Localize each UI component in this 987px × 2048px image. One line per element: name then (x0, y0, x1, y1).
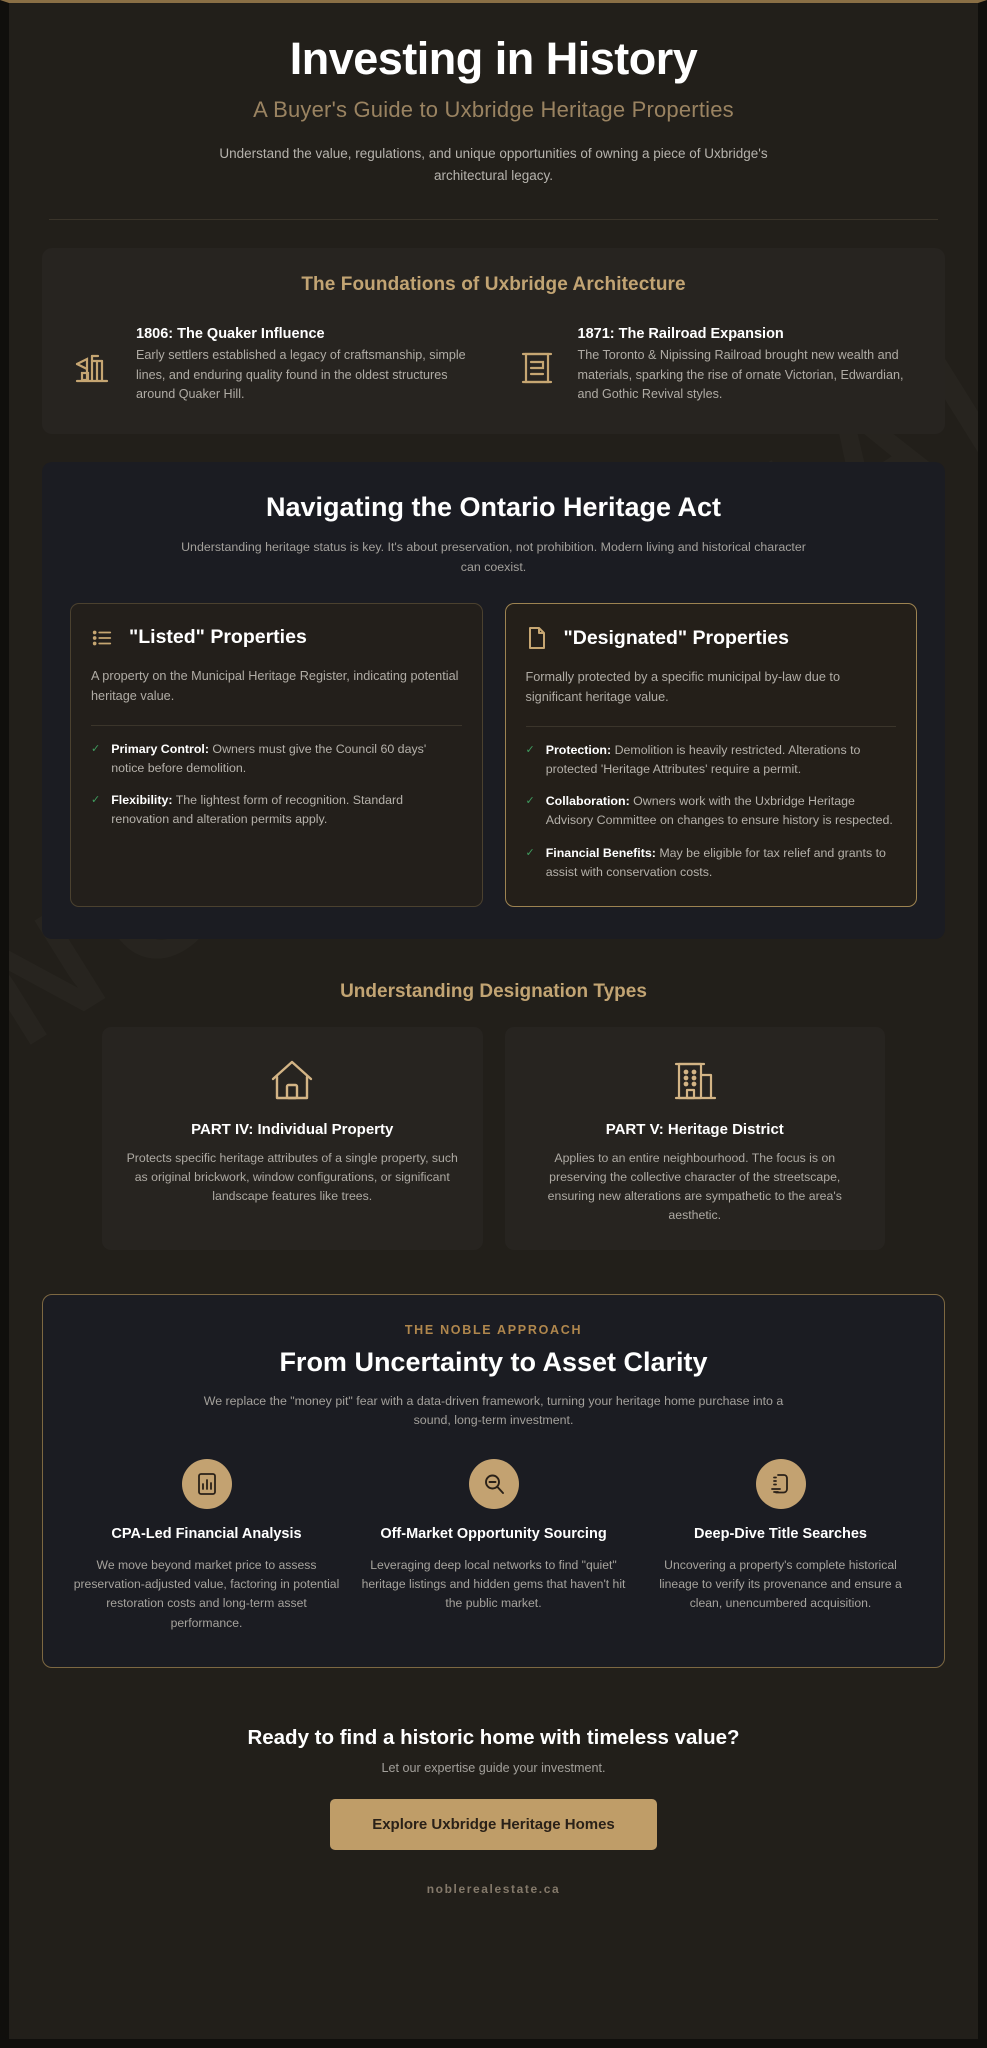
check-icon: ✓ (91, 794, 101, 807)
bullet-text: Demolition is heavily restricted. Alterations to protected 'Heritage Attributes' require a permit. (545, 742, 861, 776)
fact-heading: 1806: The Quaker Influence (136, 326, 325, 343)
designation-types-title: Understanding Designation Types (340, 980, 647, 1002)
document-icon (526, 626, 548, 650)
pillar-off-market-sourcing (360, 1459, 627, 1633)
designated-bullet-list (526, 741, 897, 882)
bullet-label: Flexibility: (111, 793, 173, 808)
bullet-label: Collaboration: (545, 794, 630, 809)
noble-title: From Uncertainty to Asset Clarity (279, 1346, 708, 1377)
cta-subtitle: Let our expertise guide your investment. (381, 1760, 606, 1775)
fact-body-text: Early settlers established a legacy of craftsmanship, simple lines, and enduring quality found in the oldest structures around Quaker Hill. (136, 348, 466, 401)
divider (526, 726, 897, 727)
pillar-body: We move beyond market price to assess preservation-adjusted value, factoring in potential restoration costs and long-term asset performance. (73, 1557, 340, 1630)
scroll-search-icon (756, 1459, 806, 1509)
bullet-text: Owners must give the Council 60 days' notice before demolition. (111, 741, 427, 775)
designation-card-part-iv (102, 1027, 483, 1250)
chart-report-icon (182, 1459, 232, 1509)
list-item (91, 740, 462, 778)
hero-divider (49, 219, 938, 220)
noble-approach-section (9, 1294, 978, 1668)
divider (91, 725, 462, 726)
pillar-title: Deep-Dive Title Searches (693, 1526, 867, 1543)
foundations-card (42, 248, 945, 434)
list-item (526, 792, 897, 830)
bullet-text: Owners work with the Uxbridge Heritage Advisory Committee on changes to ensure history is respected. (545, 794, 893, 828)
list-item (526, 741, 897, 779)
check-icon: ✓ (91, 742, 101, 755)
listed-card-title: "Listed" Properties (129, 626, 307, 649)
designation-types-section (9, 981, 978, 1250)
check-icon: ✓ (525, 795, 535, 808)
page-subtitle: A Buyer's Guide to Uxbridge Heritage Properties (253, 96, 734, 122)
bullet-text: The lightest form of recognition. Standard renovation and alteration permits apply. (111, 793, 404, 827)
explore-heritage-homes-button[interactable]: Explore Uxbridge Heritage Homes (330, 1799, 657, 1850)
pillar-title: CPA-Led Financial Analysis (111, 1526, 302, 1543)
hero-section (9, 3, 978, 187)
building-icon (527, 1053, 864, 1107)
designated-properties-card (505, 603, 918, 907)
list-item (91, 791, 462, 829)
noble-approach-card (42, 1294, 945, 1668)
listed-properties-card (70, 603, 483, 907)
noble-subtitle: We replace the "money pit" fear with a data-driven framework, turning your heritage home purchase into a sound, long-term investment. (203, 1393, 784, 1428)
list-item (526, 844, 897, 882)
foundation-fact-quaker (72, 326, 474, 404)
bullet-label: Protection: (545, 742, 612, 757)
heritage-act-section (9, 462, 978, 939)
designated-card-description: Formally protected by a specific municipal by-law due to significant heritage value. (525, 670, 841, 704)
railroad-car-icon (514, 338, 560, 398)
heritage-act-title: Navigating the Ontario Heritage Act (265, 492, 722, 523)
pillar-title: Off-Market Opportunity Sourcing (380, 1526, 607, 1543)
magnifier-minus-icon (469, 1459, 519, 1509)
listed-bullet-list (91, 740, 462, 830)
cta-title: Ready to find a historic home with timeless value? (247, 1725, 740, 1749)
check-icon: ✓ (525, 846, 535, 859)
designation-card-title: PART IV: Individual Property (191, 1120, 394, 1138)
pillar-financial-analysis (73, 1459, 340, 1633)
bullet-label: Primary Control: (111, 741, 209, 756)
hero-intro-text: Understand the value, regulations, and unique opportunities of owning a piece of Uxbridge's architectural legacy. (219, 145, 768, 184)
foundations-title: The Foundations of Uxbridge Architecture (301, 274, 686, 296)
landmark-icon (72, 338, 118, 398)
foundations-section (9, 248, 978, 434)
page-title: Investing in History (289, 33, 698, 84)
designation-card-body: Protects specific heritage attributes of a single property, such as original brickwork, window configurations, or significant landscape features like trees. (126, 1150, 458, 1204)
heritage-act-subtitle: Understanding heritage status is key. It's about preservation, not prohibition. Modern living and historical character can coexist. (181, 540, 806, 575)
designation-card-body: Applies to an entire neighbourhood. The focus is on preserving the collective character of the streetscape, ensuring new alterations are sympathetic to the area's aesthetic. (547, 1150, 842, 1223)
cta-section (9, 1726, 978, 1926)
fact-body-text: The Toronto & Nipissing Railroad brought new wealth and materials, sparking the rise of ornate Victorian, Edwardian, and Gothic Revival styles. (577, 348, 904, 401)
check-icon: ✓ (525, 743, 535, 756)
pillar-body: Leveraging deep local networks to find "quiet" heritage listings and hidden gems that haven't hit the public market. (361, 1557, 626, 1611)
foundation-fact-railroad (514, 326, 916, 404)
footer-domain: noblerealestate.ca (426, 1881, 561, 1896)
heritage-act-card (42, 462, 945, 939)
bullet-label: Financial Benefits: (545, 845, 656, 860)
listed-card-description: A property on the Municipal Heritage Register, indicating potential heritage value. (91, 669, 459, 703)
noble-eyebrow: THE NOBLE APPROACH (404, 1322, 583, 1337)
fact-heading: 1871: The Railroad Expansion (577, 326, 784, 343)
designation-card-part-v (505, 1027, 886, 1250)
house-icon (124, 1053, 461, 1107)
pillar-title-searches (647, 1459, 914, 1633)
bullet-text: May be eligible for tax relief and grants to assist with conservation costs. (545, 845, 886, 879)
list-icon (91, 627, 113, 649)
designated-card-title: "Designated" Properties (563, 626, 789, 649)
pillar-body: Uncovering a property's complete historical lineage to verify its provenance and ensure a clean, unencumbered acquisition. (659, 1557, 902, 1611)
designation-card-title: PART V: Heritage District (605, 1120, 784, 1138)
